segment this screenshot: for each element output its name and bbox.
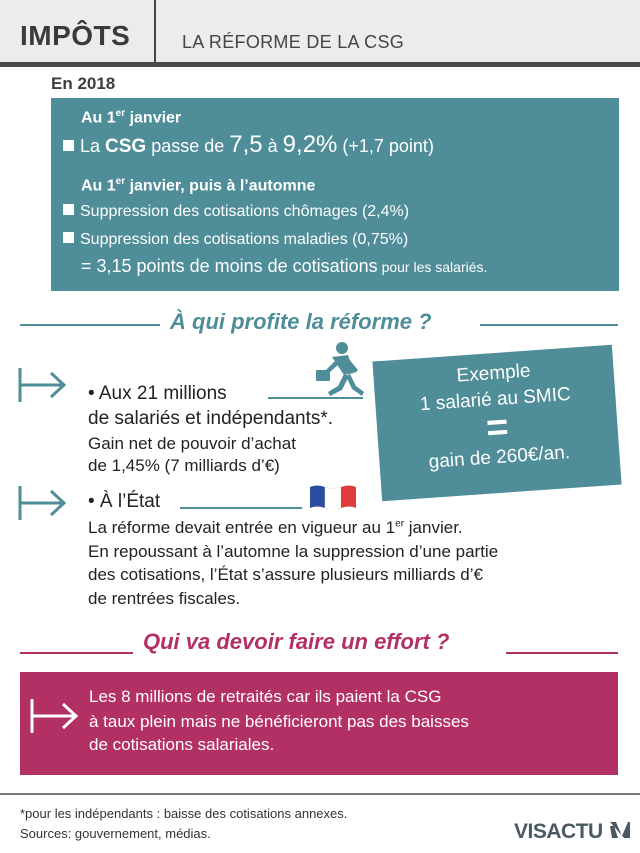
retirees-line3: de cotisations salariales. bbox=[89, 735, 275, 754]
section1-title: À qui profite la réforme ? bbox=[170, 309, 432, 334]
beneficiary1-amount: de 1,45% (7 milliards d’€) bbox=[88, 456, 280, 475]
retirees-line1: Les 8 millions de retraités car ils paient la CSG bbox=[89, 687, 442, 706]
beneficiary2-heading: • À l’État bbox=[88, 491, 161, 512]
beneficiary2-line1: La réforme devait entrée en vigueur au 1er janvier. bbox=[88, 518, 463, 537]
page-subtitle: LA RÉFORME DE LA CSG bbox=[182, 32, 405, 52]
example-title: Exemple bbox=[455, 360, 532, 387]
example-equals: = bbox=[484, 406, 510, 450]
item-chomage: Suppression des cotisations chômages (2,4%) bbox=[63, 203, 409, 221]
section2-rule-left bbox=[20, 652, 133, 654]
visactu-logo: VISACTU bbox=[514, 820, 632, 844]
header-rule bbox=[0, 62, 640, 67]
section2-title: Qui va devoir faire un effort ? bbox=[143, 629, 450, 654]
logo-mark-icon bbox=[608, 820, 632, 840]
french-flag-icon bbox=[308, 484, 358, 509]
running-businessman-icon bbox=[298, 340, 368, 398]
section1-rule-left bbox=[20, 324, 160, 326]
header-separator bbox=[154, 0, 156, 62]
arrow-right-icon bbox=[18, 368, 68, 402]
total-line: = 3,15 points de moins de cotisations pour les salariés. bbox=[81, 256, 488, 276]
example-gain: gain de 260€/an. bbox=[428, 442, 571, 473]
beneficiary2-rule bbox=[180, 507, 302, 509]
bullet-square-icon bbox=[63, 204, 74, 215]
retirees-box bbox=[20, 672, 618, 775]
sources: Sources: gouvernement, médias. bbox=[20, 826, 211, 841]
measures-box bbox=[51, 98, 619, 291]
example-card bbox=[372, 345, 621, 501]
beneficiary1-heading: • Aux 21 millions bbox=[88, 383, 227, 404]
beneficiary1-gain: Gain net de pouvoir d’achat bbox=[88, 434, 296, 453]
beneficiary2-line3: des cotisations, l’État s’assure plusieurs milliards d’€ bbox=[88, 565, 483, 584]
date-heading-1: Au 1er janvier bbox=[81, 108, 182, 127]
beneficiary2-line4: de rentrées fiscales. bbox=[88, 589, 241, 608]
beneficiary1-subheading: de salariés et indépendants*. bbox=[88, 408, 334, 429]
csg-rate-line: La CSG passe de 7,5 à 9,2% (+1,7 point) bbox=[63, 131, 434, 159]
page-title: IMPÔTS bbox=[20, 20, 131, 51]
bullet-square-icon bbox=[63, 232, 74, 243]
footer-rule bbox=[0, 793, 640, 795]
retirees-line2: à taux plein mais ne bénéficieront pas des baisses bbox=[89, 712, 469, 731]
date-heading-2: Au 1er janvier, puis à l’automne bbox=[81, 176, 316, 195]
beneficiary2-line2: En repoussant à l’automne la suppression d’une partie bbox=[88, 542, 499, 561]
footnote: *pour les indépendants : baisse des cotisations annexes. bbox=[20, 806, 348, 821]
arrow-right-icon bbox=[18, 486, 68, 520]
section2-rule-right bbox=[506, 652, 618, 654]
example-subtitle: 1 salarié au SMIC bbox=[419, 383, 572, 416]
section1-rule-right bbox=[480, 324, 618, 326]
arrow-right-icon bbox=[30, 699, 80, 733]
bullet-square-icon bbox=[63, 140, 74, 151]
item-maladie: Suppression des cotisations maladies (0,75%) bbox=[63, 231, 408, 249]
year-label: En 2018 bbox=[51, 74, 116, 93]
